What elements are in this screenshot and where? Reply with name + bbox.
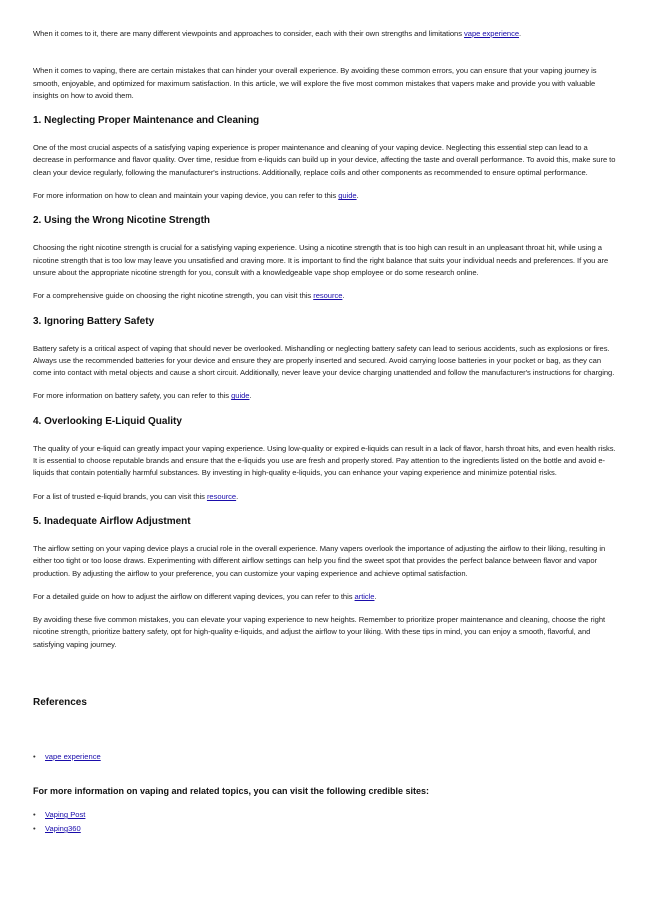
section-5-ref: For a detailed guide on how to adjust the airflow on different vaping devices, you can refer to this article. (33, 591, 377, 601)
section-2-link[interactable]: resource (313, 291, 343, 301)
more-info-heading: For more information on vaping and related topics, you can visit the following credible sites: (33, 786, 430, 797)
section-2-ref: For a comprehensive guide on choosing the right nicotine strength, you can visit this resource. (33, 291, 345, 301)
more-info-list (33, 809, 619, 835)
section-1-link[interactable]: guide (338, 191, 357, 201)
intro-line: When it comes to it, there are many different viewpoints and approaches to consider, each with their own strengths and limitations vape experience. (33, 29, 522, 38)
section-4-link[interactable]: resource (206, 491, 237, 501)
section-3-body: Battery safety is a critical aspect of vaping that should never be overlooked. Mishandling or neglecting battery safety can lead to serious accidents, such as explosions or fires. Always use the recommended batteries for your device and ensure they are properly inserted and secured. Avoid carrying loose batteries in your pocket or bag, as they can come into contact with metal objects and cause a short circuit. Additionally, never leave your device charging unattended and follow the manufacturer's instructions for charging. (33, 343, 615, 378)
references-list (33, 751, 619, 763)
conclusion-paragraph: By avoiding these five common mistakes, you can elevate your vaping experience to new heights. Remember to prioritize proper maintenance and cleaning, choose the right nicotine strength, prioritize battery safety, opt for high-quality e-liquids, and adjust the airflow to your liking. With these tips in mind, you can enjoy a smooth, flavorful, and satisfying vaping journey. (33, 615, 606, 649)
site-link-vaping-post[interactable]: Vaping Post (45, 810, 86, 820)
section-5-heading: 5. Inadequate Airflow Adjustment (33, 515, 191, 527)
reference-link-1[interactable]: vape experience (45, 752, 101, 762)
document-page (33, 28, 619, 835)
section-3-link[interactable]: guide (231, 391, 250, 401)
section-2-body: Choosing the right nicotine strength is crucial for a satisfying vaping experience. Using a nicotine strength that is too high can result in an unpleasant throat hit, while using a nicotine strength that is too low may leave you unsatisfied and craving more. It is important to find the right balance that suits your individual needs and preferences. If you are unsure about the appropriate nicotine strength for you, consult with a knowledgeable vape shop employee or do some research online. (33, 243, 609, 277)
section-4-heading: 4. Overlooking E-Liquid Quality (33, 415, 182, 427)
references-heading: References (33, 697, 87, 709)
intro-paragraph: When it comes to vaping, there are certain mistakes that can hinder your overall experience. By avoiding these common errors, you can ensure that your vaping journey is smooth, enjoyable, and optimized for maximum satisfaction. In this article, we will explore the five most common mistakes that vapers make and provide you with valuable insights on how to avoid them. (33, 66, 597, 100)
section-3-ref: For more information on battery safety, you can refer to this guide. (33, 391, 252, 401)
section-4-ref: For a list of trusted e-liquid brands, you can visit this resource. (33, 491, 239, 501)
section-4-body: The quality of your e-liquid can greatly impact your vaping experience. Using low-quality or expired e-liquids can result in a lack of flavor, harsh throat hits, and even health risks. It is essential to choose reputable brands and ensure that the e-liquids you use are fresh and properly stored. Pay attention to the ingredients listed on the bottle and avoid e-liquids that contain potentially harmful substances. By investing in high-quality e-liquids, you can enhance your vaping experience and minimize potential risks. (33, 443, 616, 478)
list-item (33, 823, 619, 835)
section-5-body: The airflow setting on your vaping device plays a crucial role in the overall experience. Many vapers overlook the importance of adjusting the airflow to their liking, resulting in either too tight or too loose draws. Experimenting with different airflow settings can help you find the sweet spot that provides the perfect balance between flavor and vapor production. By adjusting the airflow to your preference, you can customize your vaping experience and achieve optimal satisfaction. (33, 543, 606, 578)
section-5-link[interactable]: article (354, 591, 375, 601)
section-1-body: One of the most crucial aspects of a satisfying vaping experience is proper maintenance and cleaning of your vaping device. Neglecting this essential step can lead to a decrease in performance and flavor quality. Over time, residue from e-liquids can build up in your device, affecting the taste and overall performance. To avoid this, make sure to clean your device regularly, following the manufacturer's instructions. Additionally, replace coils and other components as recommended to ensure optimal performance. (33, 143, 616, 177)
list-item (33, 751, 619, 763)
intro-link[interactable]: vape experience (464, 29, 520, 38)
section-3-heading: 3. Ignoring Battery Safety (33, 315, 155, 327)
section-1-ref: For more information on how to clean and maintain your vaping device, you can refer to this guide. (33, 191, 359, 201)
section-1-heading: 1. Neglecting Proper Maintenance and Cleaning (33, 115, 260, 127)
site-link-vaping360[interactable]: Vaping360 (45, 824, 81, 834)
list-item (33, 809, 619, 821)
section-2-heading: 2. Using the Wrong Nicotine Strength (33, 215, 211, 227)
